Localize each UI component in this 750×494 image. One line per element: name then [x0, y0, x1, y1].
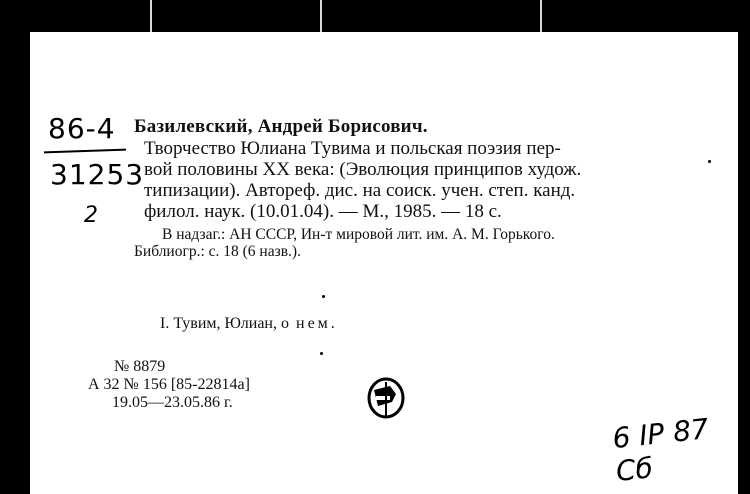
- scan-border-top: [0, 0, 750, 32]
- ink-stamp-icon: [366, 376, 406, 420]
- handwritten-call-number-2: 31253: [50, 158, 145, 191]
- register-number: № 8879: [114, 358, 166, 375]
- title-line: Творчество Юлиана Тувима и польская поэзия пер-: [144, 138, 561, 159]
- scan-artifact: [320, 0, 322, 32]
- entry-note: [134, 226, 714, 260]
- entry-title: [144, 138, 714, 222]
- scan-speck: [708, 160, 711, 163]
- title-line: филол. наук. (10.01.04). — М., 1985. — 18 с.: [144, 201, 502, 222]
- scan-artifact: [540, 0, 542, 32]
- title-line: типизации). Автореф. дис. на соиск. учен. степ. канд.: [144, 180, 576, 201]
- subject-heading: [160, 315, 338, 333]
- handwritten-call-number-1: 86-4: [48, 112, 116, 145]
- title-line: вой половины XX века: (Эволюция принципов худож.: [144, 159, 582, 180]
- scan-speck: [322, 295, 325, 298]
- subject-suffix: нем.: [289, 315, 338, 332]
- registration-block: [88, 358, 250, 412]
- subject-prefix: I. Тувим, Юлиан, о: [160, 315, 289, 332]
- note-line: Библиогр.: с. 18 (6 назв.).: [134, 243, 301, 260]
- scan-speck: [320, 352, 323, 355]
- handwritten-mark: 2: [84, 203, 99, 228]
- handwritten-corner-note: 6 IP 87 Сб: [610, 412, 711, 488]
- register-code: А 32 № 156 [85-22814а]: [88, 376, 250, 393]
- register-dates: 19.05—23.05.86 г.: [112, 394, 233, 411]
- catalog-entry: [134, 116, 714, 260]
- scan-artifact: [150, 0, 152, 32]
- note-line: В надзаг.: АН СССР, Ин-т мировой лит. им. А. М. Горького.: [162, 226, 555, 243]
- entry-heading: Базилевский, Андрей Борисович.: [134, 116, 428, 137]
